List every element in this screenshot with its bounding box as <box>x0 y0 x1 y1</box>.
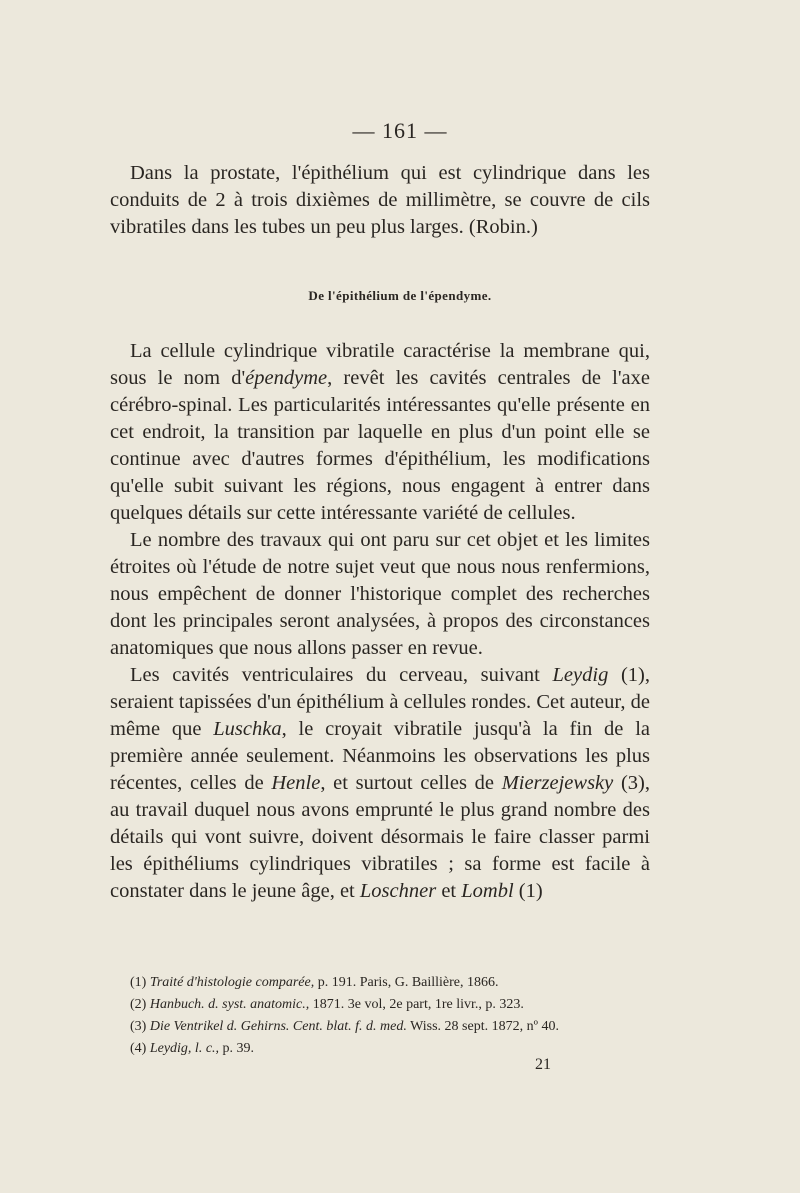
intro-paragraph <box>110 160 650 241</box>
text-run: (1) <box>513 880 543 902</box>
author-name: Lombl <box>461 880 514 902</box>
footnote-number: (4) <box>130 1041 147 1056</box>
footnote-text: p. 191. Paris, G. Baillière, 1866. <box>314 975 499 990</box>
text-run: , revêt les cavités centrales de l'axe cérébro-spinal. Les particularités intéressantes qu'elle présente en cet endroit, la transition par laquelle en plus d'un point elle se continue avec d'autres formes d'épithélium, les modifications qu'elle subit suivant les régions, nous engagent à entrer dans quelques détails sur cette intéressante variété de cellules. <box>110 367 650 524</box>
footnote-title: Die Ventrikel d. Gehirns. Cent. blat. f. d. med. <box>149 1019 407 1034</box>
text-run: , et surtout celles de <box>320 772 502 794</box>
author-name: Luschka <box>213 718 282 740</box>
footnote-number: (1) <box>130 975 147 990</box>
italic-term: épendyme <box>245 367 328 389</box>
main-text <box>110 338 650 905</box>
footnote <box>130 994 670 1016</box>
text-run: , le croyait vibratile jusqu'à la fin de la première année seulement. Néanmoins les observations les plus récentes, celles de <box>110 718 650 794</box>
footnote-title: Hanbuch. d. syst. anatomic., <box>149 997 310 1012</box>
text-run: et <box>436 880 462 902</box>
paragraph-2: Le nombre des travaux qui ont paru sur cet objet et les limites étroites où l'étude de notre sujet veut que nous nous renfermions, nous empêchent de donner l'historique complet des recherches dont les principales seront analysées, à propos des circonstances anatomiques que nous allons passer en revue. <box>110 529 650 659</box>
footnote-number: (3) <box>130 1019 147 1034</box>
footnotes <box>130 972 670 1060</box>
footnote-title: Leydig, l. c., <box>149 1041 220 1056</box>
page-header: — 161 — <box>352 118 448 143</box>
footnote-text: 1871. 3e vol, 2e part, 1re livr., p. 323. <box>309 997 524 1012</box>
footnote <box>130 1016 670 1038</box>
author-name: Leydig <box>552 664 609 686</box>
text-run: Les cavités ventriculaires du cerveau, suivant <box>130 664 553 686</box>
footnote <box>130 972 670 994</box>
footnote-text: p. 39. <box>219 1041 255 1056</box>
author-name: Henle <box>271 772 321 794</box>
paragraph-3 <box>110 662 650 905</box>
text-run: La cellule cylindrique vibratile caractérise la membrane qui, sous le nom d' <box>110 340 650 389</box>
footnote-text: Wiss. 28 sept. 1872, nº 40. <box>406 1019 559 1034</box>
author-name: Mierzejewsky <box>501 772 614 794</box>
section-title: De l'épithélium de l'épendyme. <box>308 288 492 303</box>
text-run: (1), seraient tapissées d'un épithélium à cellules rondes. Cet auteur, de même que <box>110 664 651 740</box>
author-name: Loschner <box>359 880 437 902</box>
footnote-number: (2) <box>130 997 147 1012</box>
intro-paragraph-text: Dans la prostate, l'épithélium qui est cylindrique dans les conduits de 2 à trois dixièmes de millimètre, se couvre de cils vibratiles dans les tubes un peu plus larges. (Robin.) <box>110 162 650 238</box>
signature-number: 21 <box>535 1056 551 1073</box>
paragraph-1 <box>110 338 650 527</box>
footnote <box>130 1038 670 1060</box>
footnote-title: Traité d'histologie comparée, <box>149 975 315 990</box>
text-run: (3), au travail duquel nous avons emprunté le plus grand nombre des détails qui vont suivre, doivent désormais le faire classer parmi les épithéliums cylindriques vibratiles ; sa forme est facile à constater dans le jeune âge, et <box>110 772 650 902</box>
